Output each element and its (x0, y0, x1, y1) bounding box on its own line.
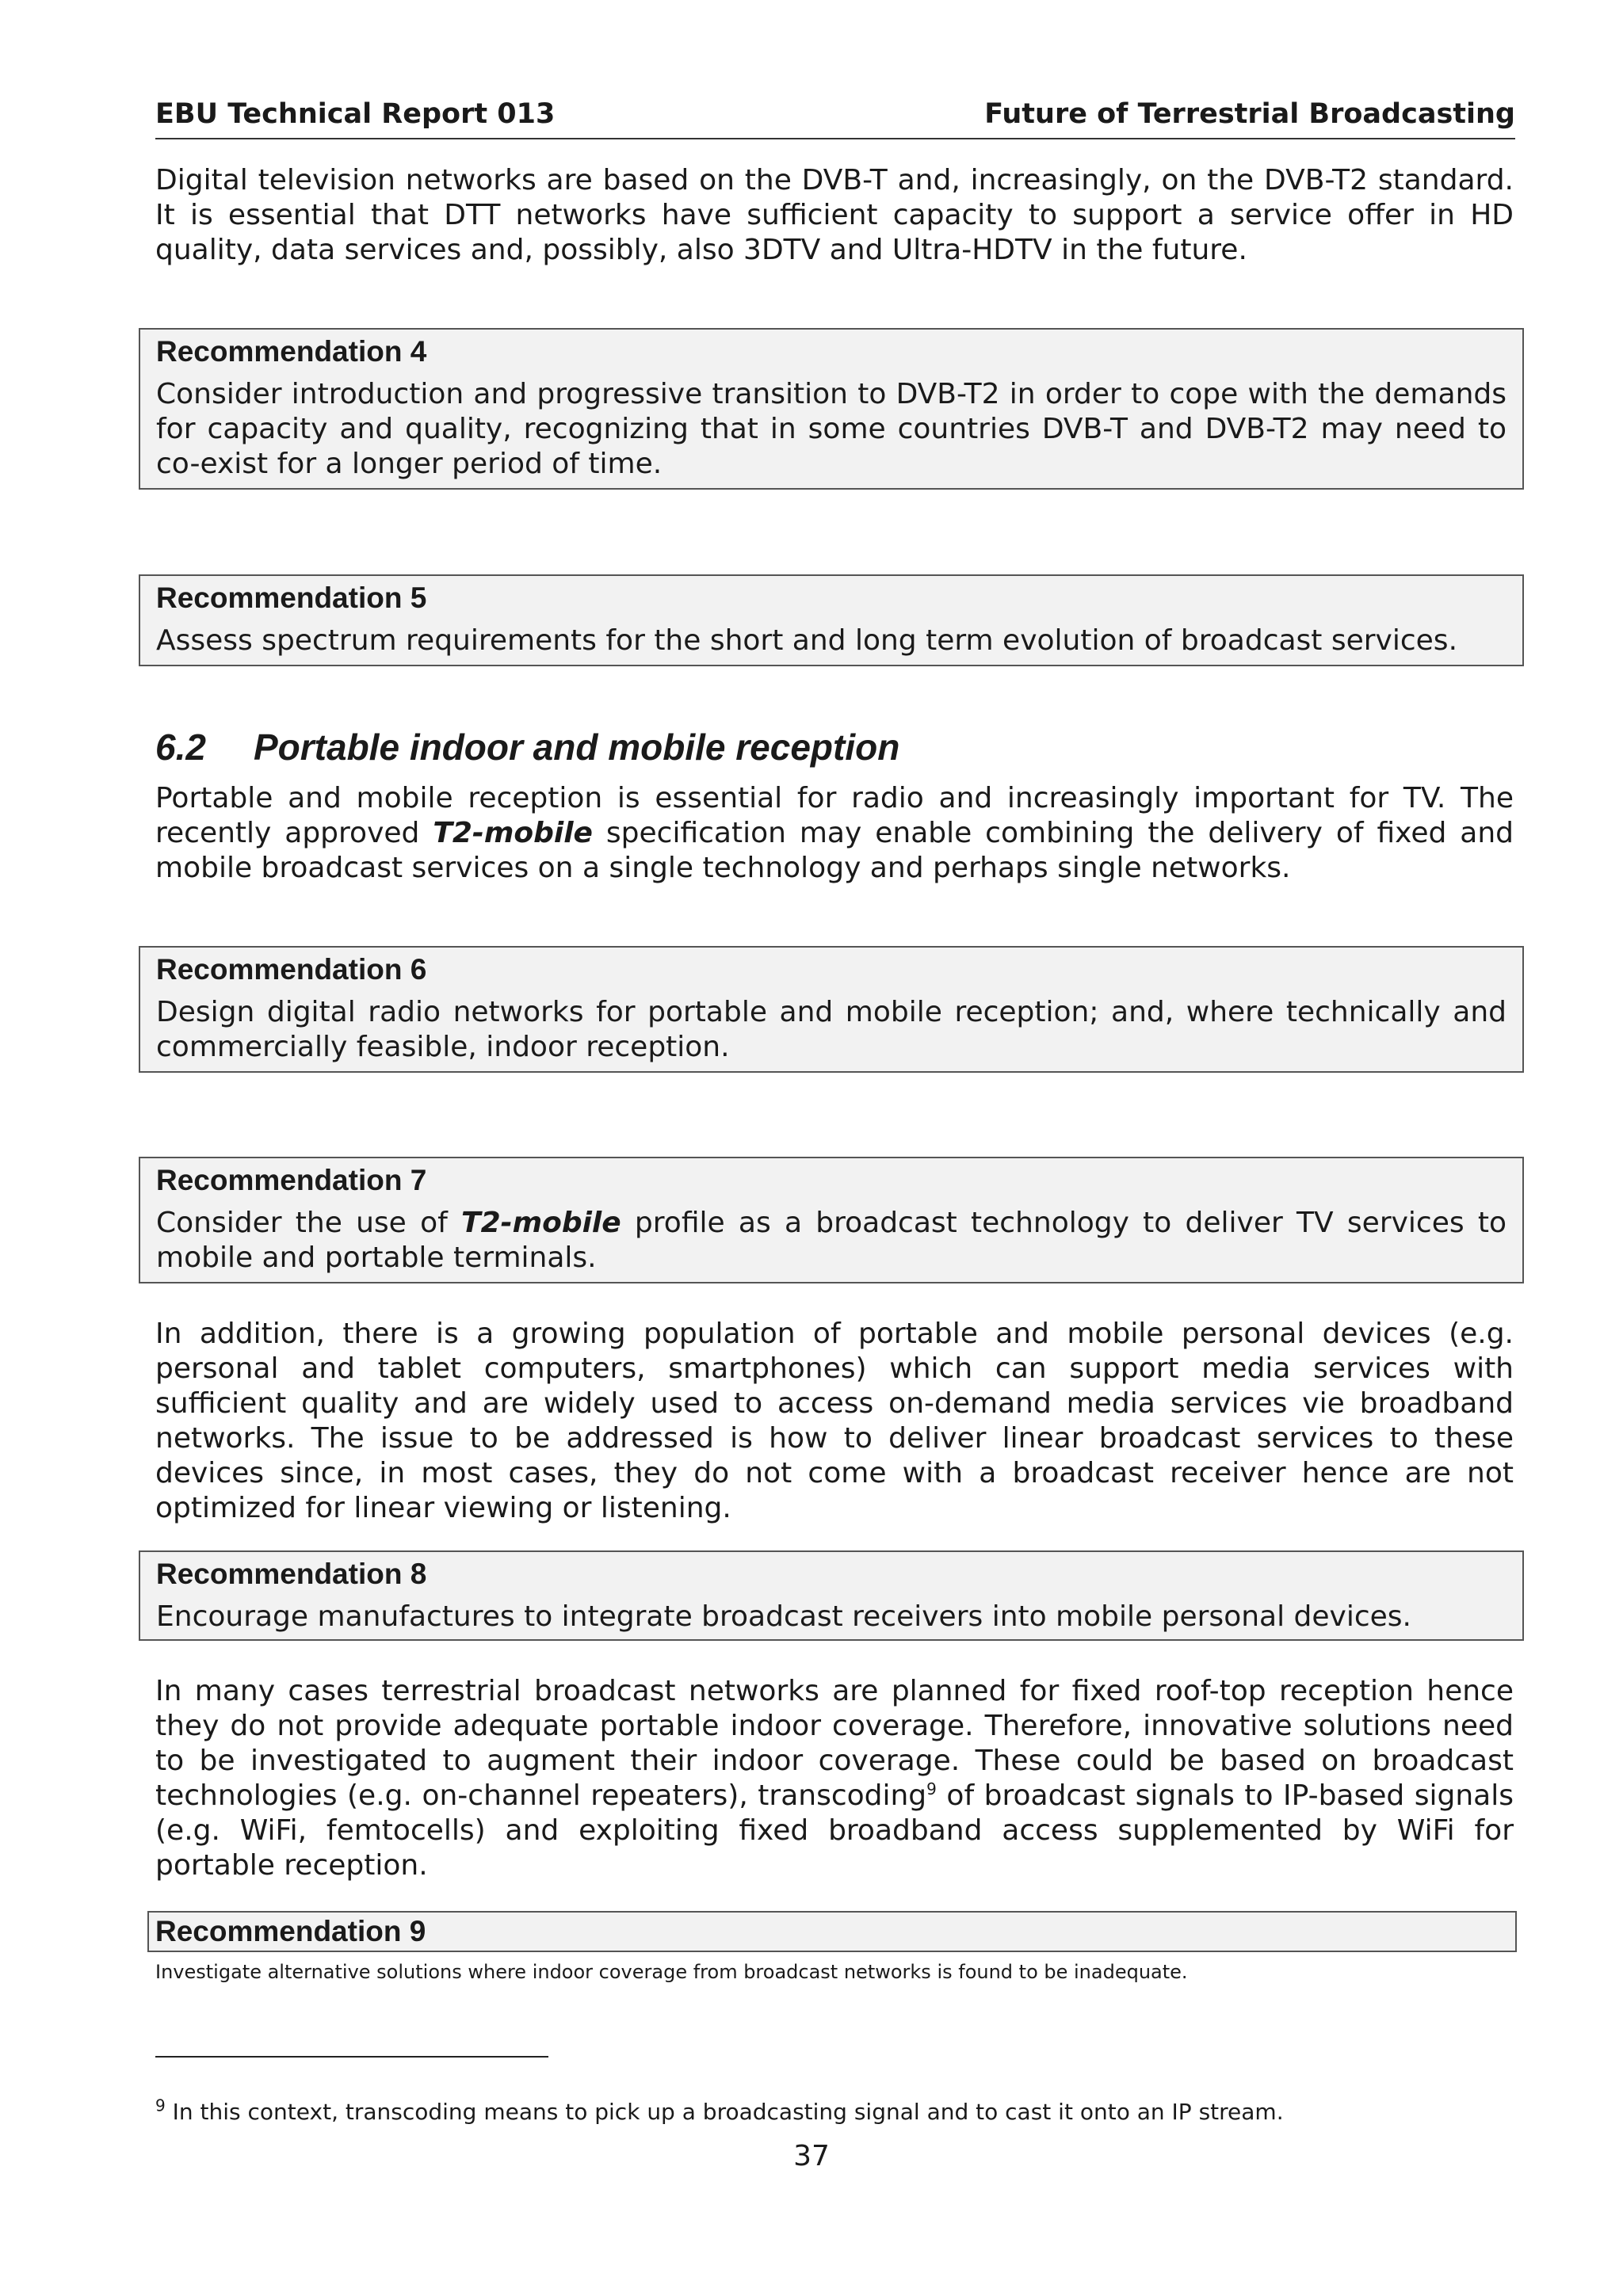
recommendation-4-box (139, 328, 1524, 490)
header-document-title: Future of Terrestrial Broadcasting (984, 98, 1515, 130)
header-report-title: EBU Technical Report 013 (155, 98, 556, 130)
coverage-paragraph-part1: In many cases terrestrial broadcast networks are planned for fixed roof-top reception hence they do not provide adequate portable indoor coverage. Therefore, innovative solutions need to be investigated to augment their indoor coverage. These could be based on broadcast technologies (e.g. on-channel repeaters), transcoding (155, 1675, 1514, 1812)
footnote (155, 2098, 1284, 2126)
section-paragraph (155, 781, 1514, 886)
recommendation-4-title: Recommendation 4 (156, 335, 427, 368)
recommendation-7-emphasis: T2-mobile (461, 1207, 621, 1239)
recommendation-5-box (139, 574, 1524, 666)
recommendation-5-title: Recommendation 5 (156, 582, 427, 614)
footnote-divider (155, 2056, 548, 2058)
recommendation-8-box (139, 1550, 1524, 1641)
recommendation-6-title: Recommendation 6 (156, 953, 427, 986)
coverage-paragraph-part2: of broadcast signals to IP-based signals (e.g. WiFi, femtocells) and exploiting fixed broadband access supplemented by WiFi for portable reception. (155, 1779, 1514, 1882)
intro-paragraph: Digital television networks are based on the DVB-T and, increasingly, on the DVB-T2 standard. It is essential that DTT networks have sufficient capacity to support a service offer in HD quality, data services and, possibly, also 3DTV and Ultra-HDTV in the future. (155, 164, 1514, 266)
running-header (155, 93, 1515, 139)
recommendation-6-box (139, 946, 1524, 1073)
recommendation-4-body: Consider introduction and progressive transition to DVB-T2 in order to cope with the demands for capacity and quality, recognizing that in some countries DVB-T and DVB-T2 may need to co-exist for a longer period of time. (156, 378, 1507, 480)
recommendation-9-body: Investigate alternative solutions where indoor coverage from broadcast networks is found to be inadequate. (155, 1961, 1188, 1983)
recommendation-7-body (156, 1206, 1507, 1276)
section-number: 6.2 (155, 727, 206, 768)
footnote-text: In this context, transcoding means to pick up a broadcasting signal and to cast it onto an IP stream. (165, 2099, 1284, 2125)
recommendation-9-box (147, 1911, 1517, 1952)
section-paragraph-part1: Portable and mobile reception is essential for radio and increasingly important for TV. The recently approved (155, 782, 1514, 849)
footnote-marker: 9 (155, 2096, 166, 2115)
addition-paragraph: In addition, there is a growing population of portable and mobile personal devices (e.g. personal and tablet computers, smartphones) which can support media services with sufficient quality and are widely used to access on-demand media services vie broadband networks. The issue to be addressed is how to deliver linear broadcast services to these devices since, in most cases, they do not come with a broadcast receiver hence are not optimized for linear viewing or listening. (155, 1318, 1514, 1524)
recommendation-6-body: Design digital radio networks for portable and mobile reception; and, where technically and commercially feasible, indoor reception. (156, 996, 1507, 1063)
section-paragraph-part2: specification may enable combining the delivery of fixed and mobile broadcast services on a single technology and perhaps single networks. (155, 817, 1514, 884)
recommendation-7-part2: profile as a broadcast technology to deliver TV services to mobile and portable terminals. (156, 1207, 1507, 1274)
section-paragraph-emphasis: T2-mobile (433, 817, 593, 849)
recommendation-5-body: Assess spectrum requirements for the short and long term evolution of broadcast services. (156, 624, 1458, 657)
footnote-reference[interactable]: 9 (926, 1779, 937, 1798)
recommendation-8-title: Recommendation 8 (156, 1558, 427, 1590)
page-number: 37 (793, 2140, 830, 2172)
recommendation-7-part1: Consider the use of (156, 1207, 462, 1239)
recommendation-8-body: Encourage manufactures to integrate broadcast receivers into mobile personal devices. (156, 1600, 1411, 1633)
section-heading (155, 725, 899, 769)
recommendation-7-box (139, 1157, 1524, 1283)
recommendation-9-title: Recommendation 9 (155, 1915, 426, 1947)
recommendation-7-title: Recommendation 7 (156, 1164, 427, 1196)
section-title: Portable indoor and mobile reception (254, 727, 900, 768)
coverage-paragraph (155, 1674, 1514, 1883)
